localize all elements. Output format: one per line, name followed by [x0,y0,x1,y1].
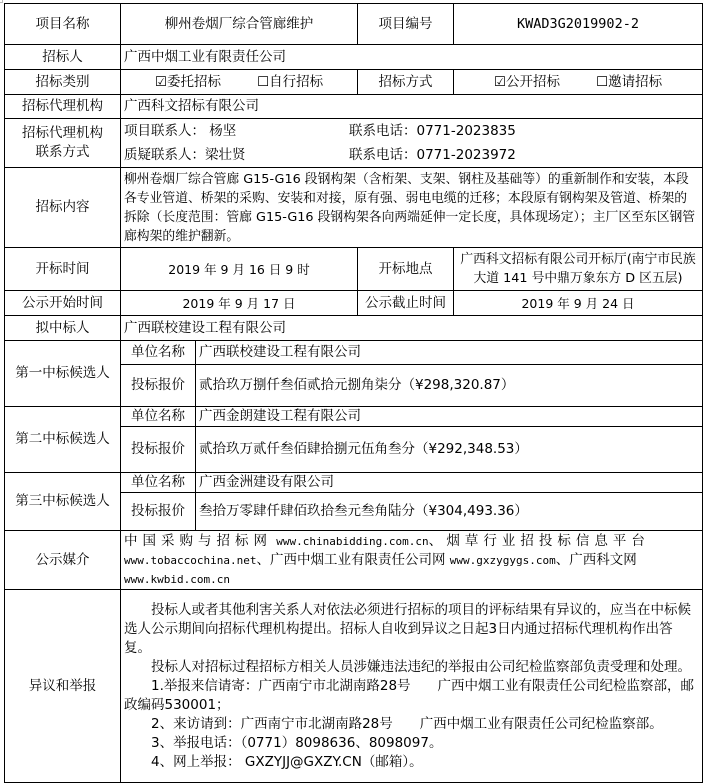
media-label: 公示媒介 [5,531,121,590]
winner-value: 广西联校建设工程有限公司 [121,316,703,341]
unchecked-box-icon: ☐ [257,73,270,90]
candidate-3-name: 广西金洲建设有限公司 [196,473,703,493]
media-site-2: 烟草行业招投标信息平台 [446,532,650,549]
objection-item-3: 3、举报电话：（0771）8098636、8098097。 [151,734,443,751]
candidate-1-name-row [5,341,703,365]
category-options [121,70,358,95]
project-name-label: 项目名称 [5,4,121,45]
objection-para-1: 投标人或者其他利害关系人对依法必须进行招标的项目的评标结果有异议的，应当在中标候选人公示期间向招标代理机构提出。招标人自收到异议之日起3日内通过招标代理机构作出答复。 [124,601,691,656]
row-media [5,531,703,590]
publicity-end-label: 公示截止时间 [358,291,454,316]
candidate-price-label: 投标报价 [121,365,196,407]
candidate-name-label: 单位名称 [121,407,196,427]
content-text: 柳州卷烟厂综合管廊 G15-G16 段钢构架（含桁架、支架、钢柱及基础等）的重新制作和安装，本段各专业管道、桥架的采购、安装和对接，原有强、弱电电缆的迁移；本段原有钢构架及管道、桥架的拆除（长度范围：管廊 G15-G16 段钢构架各向两端延伸一定长度，具体现场定）；主厂区至东区钢管廊构架的维护翻新。 [121,168,703,248]
publicity-start-label: 公示开始时间 [5,291,121,316]
candidate-3-price: 叁拾万零肆仟肆佰玖拾叁元叁角陆分（¥304,493.36） [196,493,703,531]
row-tenderer [5,45,703,70]
row-objection [5,590,703,783]
objection-item-4: 4、网上举报： GXZYJJ@GXZY.CN（邮箱）。 [151,753,423,770]
objection-item-1: 1.举报来信请寄：广西南宁市北湖南路28号 广西中烟工业有限责任公司纪检监察部，邮政编码530001； [124,677,695,713]
project-contact: 项目联系人： 杨坚 [124,122,237,139]
row-opening [5,248,703,291]
content-label: 招标内容 [5,168,121,248]
winner-label: 拟中标人 [5,316,121,341]
project-number: KWAD3G2019902-2 [454,4,703,45]
candidate-2-price: 贰拾玖万贰仟叁佰肆拾捌元伍角叁分（¥292,348.53） [196,427,703,473]
sheet-corner-mark [0,0,3,3]
media-url-3[interactable]: www.gxzygygs.com [449,553,556,567]
row-project [5,4,703,45]
publicity-start: 2019 年 9 月 17 日 [121,291,358,316]
publicity-end: 2019 年 9 月 24 日 [454,291,703,316]
row-publicity [5,291,703,316]
media-url-2[interactable]: www.tobaccochina.net [124,553,257,567]
candidate-2-name-row [5,407,703,427]
tenderer-label: 招标人 [5,45,121,70]
project-contact-line [124,119,699,143]
opening-time-label: 开标时间 [5,248,121,291]
unchecked-box-icon: ☐ [596,73,609,90]
checkbox-entrusted[interactable]: ☑委托招标 [154,73,221,90]
agency-label: 招标代理机构 [5,95,121,119]
candidate-3-label: 第三中标候选人 [5,473,121,531]
candidate-2-label: 第二中标候选人 [5,407,121,473]
media-url-4[interactable]: www.kwbid.com.cn [124,572,230,586]
agency-value: 广西科文招标有限公司 [121,95,703,119]
candidate-name-label: 单位名称 [121,473,196,493]
row-category [5,70,703,95]
checked-box-icon: ☑ [493,73,506,90]
project-name: 柳州卷烟厂综合管廊维护 [121,4,358,45]
candidate-3-name-row [5,473,703,493]
project-number-label: 项目编号 [358,4,454,45]
bid-result-table [4,3,703,783]
candidate-name-label: 单位名称 [121,341,196,365]
opening-place-label: 开标地点 [358,248,454,291]
checkbox-open[interactable]: ☑公开招标 [493,73,560,90]
row-agency-contact [5,119,703,168]
checked-box-icon: ☑ [154,73,167,90]
media-site-3: 、广西中烟工业有限责任公司网 [256,551,446,568]
objection-label: 异议和举报 [5,590,121,783]
objection-item-2: 2、来访请到：广西南宁市北湖南路28号 广西中烟工业有限责任公司纪检监察部。 [151,715,663,732]
row-winner [5,316,703,341]
project-phone: 联系电话：0771-2023835 [349,122,516,139]
query-contact: 质疑联系人：梁壮贤 [124,146,246,163]
method-options [454,70,703,95]
media-url-1[interactable]: www.chinabidding.com.cn [276,534,429,548]
row-content [5,168,703,248]
candidate-price-label: 投标报价 [121,427,196,473]
candidate-1-label: 第一中标候选人 [5,341,121,407]
row-agency [5,95,703,119]
candidate-1-price: 贰拾玖万捌仟叁佰贰拾元捌角柒分（¥298,320.87） [196,365,703,407]
checkbox-invited[interactable]: ☐邀请招标 [596,73,663,90]
query-contact-line [124,143,699,167]
query-phone: 联系电话：0771-2023972 [349,146,516,163]
media-site-4: 、广西科文网 [555,551,637,568]
opening-time: 2019 年 9 月 16 日 9 时 [121,248,358,291]
tenderer-value: 广西中烟工业有限责任公司 [121,45,703,70]
candidate-1-name: 广西联校建设工程有限公司 [196,341,703,365]
media-site-1: 中国采购与招标网 [124,532,272,549]
agency-contact-label: 招标代理机构 联系方式 [5,119,121,168]
opening-place: 广西科文招标有限公司开标厅(南宁市民族大道 141 号中鼎万象东方 D 区五层) [454,248,703,291]
candidate-2-name: 广西金朗建设工程有限公司 [196,407,703,427]
method-label: 招标方式 [358,70,454,95]
objection-text [121,590,703,783]
objection-para-2: 投标人对招标过程招标方相关人员涉嫌违法违纪的举报由公司纪检监察部负责受理和处理。 [151,658,691,675]
media-list: 中国采购与招标网 www.chinabidding.com.cn、 烟草行业招投标信息平台 www.tobaccochina.net、广西中烟工业有限责任公司网 www.gxzygygs.com、广西科文网 www.kwbid.com.cn [121,531,703,590]
checkbox-self[interactable]: ☐自行招标 [257,73,324,90]
candidate-price-label: 投标报价 [121,493,196,531]
agency-contact-info [121,119,703,168]
category-label: 招标类别 [5,70,121,95]
